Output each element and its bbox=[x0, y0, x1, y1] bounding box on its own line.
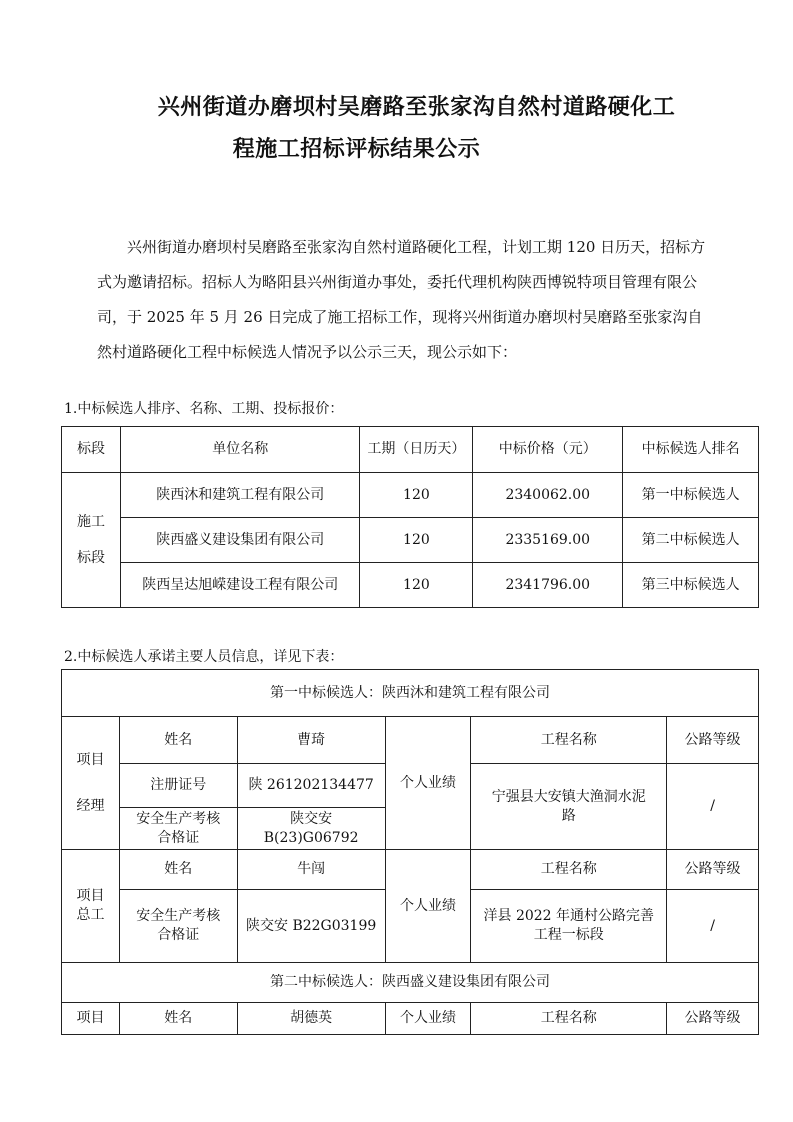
rank-value: 第三中标候选人 bbox=[623, 563, 759, 608]
personal-record-label: 个人业绩 bbox=[385, 1003, 471, 1035]
price-value: 2340062.00 bbox=[473, 473, 623, 518]
road-grade-label: 公路等级 bbox=[667, 717, 759, 764]
second-pm-name: 胡德英 bbox=[237, 1003, 385, 1035]
candidate-header-row bbox=[62, 670, 759, 717]
table-row bbox=[62, 1003, 759, 1035]
company-name: 陕西沐和建筑工程有限公司 bbox=[120, 473, 360, 518]
intro-paragraph: 兴州街道办磨坝村吴磨路至张家沟自然村道路硬化工程，计划工期 120 日历天，招标方式为邀请招标。招标人为略阳县兴州街道办事处，委托代理机构陕西博锐特项目管理有限公司，于 2025 年 5 月 26 日完成了施工招标工作，现将兴州街道办磨坝村吴磨路至张家沟自然村道路硬化工程中标候选人情况予以公示三天，现公示如下： bbox=[97, 238, 706, 361]
project-name-label: 工程名称 bbox=[471, 1003, 667, 1035]
project-name-label: 工程名称 bbox=[471, 717, 667, 764]
price-value: 2341796.00 bbox=[473, 563, 623, 608]
te-safety-cert-value: 陕交安 B22G03199 bbox=[237, 890, 385, 963]
rank-value: 第一中标候选人 bbox=[623, 473, 759, 518]
personal-record-label: 个人业绩 bbox=[385, 850, 471, 963]
company-name: 陕西盛义建设集团有限公司 bbox=[120, 518, 360, 563]
rank-value: 第二中标候选人 bbox=[623, 518, 759, 563]
candidate-ranking-table bbox=[61, 426, 759, 608]
te-project-name: 洋县 2022 年通村公路完善 工程一标段 bbox=[471, 890, 667, 963]
table-row bbox=[62, 518, 759, 563]
section2-heading: 2.中标候选人承诺主要人员信息，详见下表： bbox=[64, 649, 344, 665]
safety-cert-label: 安全生产考核 合格证 bbox=[119, 808, 237, 850]
price-value: 2335169.00 bbox=[473, 518, 623, 563]
header-rank: 中标候选人排名 bbox=[623, 427, 759, 473]
header-section: 标段 bbox=[62, 427, 121, 473]
table-header-row bbox=[62, 427, 759, 473]
pm-name: 曹琦 bbox=[237, 717, 385, 764]
header-company: 单位名称 bbox=[120, 427, 360, 473]
document-title-line2: 程施工招标评标结果公示 bbox=[232, 137, 481, 162]
second-pm-label: 项目 bbox=[62, 1003, 120, 1035]
table-row bbox=[62, 563, 759, 608]
section-label: 施工 标段 bbox=[62, 473, 121, 608]
technical-engineer-label: 项目 总工 bbox=[62, 850, 120, 963]
key-personnel-table bbox=[61, 669, 759, 1035]
header-price: 中标价格（元） bbox=[473, 427, 623, 473]
duration-value: 120 bbox=[360, 563, 473, 608]
second-candidate-header: 第二中标候选人：陕西盛义建设集团有限公司 bbox=[62, 963, 759, 1003]
document-title-line1: 兴州街道办磨坝村吴磨路至张家沟自然村道路硬化工 bbox=[157, 95, 676, 120]
safety-cert-label: 安全生产考核 合格证 bbox=[119, 890, 237, 963]
table-row bbox=[62, 717, 759, 764]
pm-safety-cert-value: 陕交安 B(23)G06792 bbox=[237, 808, 385, 850]
project-name-label: 工程名称 bbox=[471, 850, 667, 890]
name-label: 姓名 bbox=[119, 850, 237, 890]
first-candidate-header: 第一中标候选人：陕西沐和建筑工程有限公司 bbox=[62, 670, 759, 717]
te-road-grade: / bbox=[667, 890, 759, 963]
project-manager-label: 项目 经理 bbox=[62, 717, 120, 850]
road-grade-label: 公路等级 bbox=[667, 1003, 759, 1035]
pm-project-name: 宁强县大安镇大渔洞水泥 路 bbox=[471, 764, 667, 850]
reg-cert-label: 注册证号 bbox=[119, 764, 237, 808]
reg-cert-value: 陕 261202134477 bbox=[237, 764, 385, 808]
table-row bbox=[62, 473, 759, 518]
company-name: 陕西呈达旭嵘建设工程有限公司 bbox=[120, 563, 360, 608]
section1-heading: 1.中标候选人排序、名称、工期、投标报价： bbox=[64, 401, 344, 417]
pm-road-grade: / bbox=[667, 764, 759, 850]
duration-value: 120 bbox=[360, 473, 473, 518]
candidate-header-row bbox=[62, 963, 759, 1003]
te-name: 牛闯 bbox=[237, 850, 385, 890]
name-label: 姓名 bbox=[119, 717, 237, 764]
header-duration: 工期（日历天） bbox=[360, 427, 473, 473]
table-row bbox=[62, 850, 759, 890]
name-label: 姓名 bbox=[119, 1003, 237, 1035]
duration-value: 120 bbox=[360, 518, 473, 563]
road-grade-label: 公路等级 bbox=[667, 850, 759, 890]
personal-record-label: 个人业绩 bbox=[385, 717, 471, 850]
